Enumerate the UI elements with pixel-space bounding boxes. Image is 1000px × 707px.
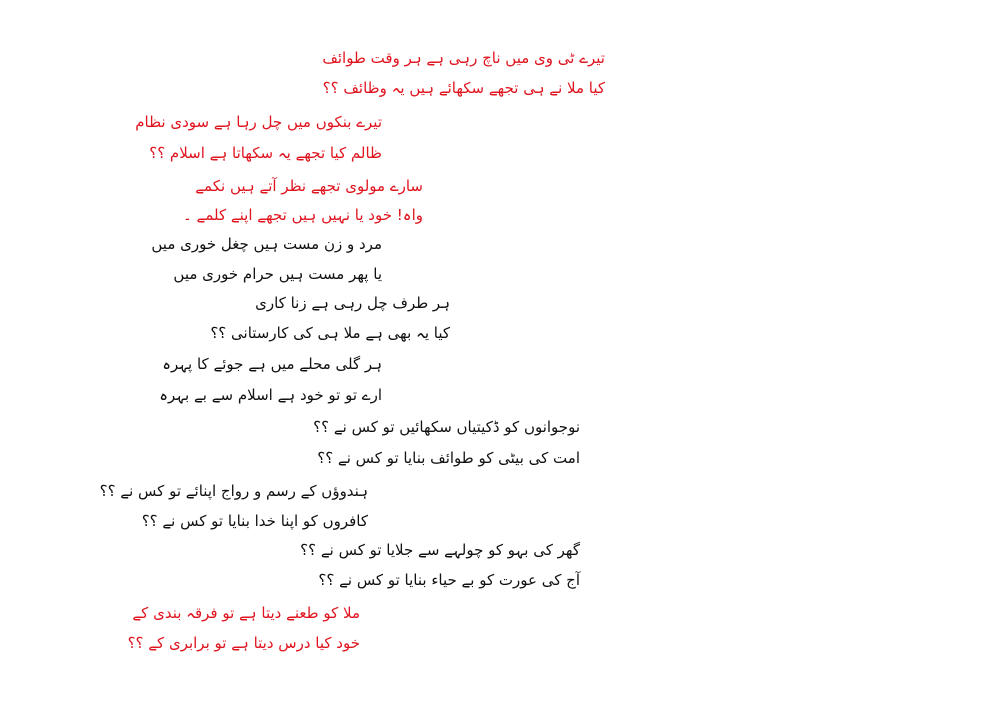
stanza-9-line-1: گھر کی بہو کو چولہے سے جلایا تو کس نے ؟؟ <box>300 541 580 559</box>
stanza-7-line-2: امت کی بیٹی کو طوائف بنایا تو کس نے ؟؟ <box>317 449 580 467</box>
stanza-5-line-2: کیا یہ بھی ہے ملا ہی کی کارستانی ؟؟ <box>210 324 450 342</box>
stanza-8-line-1: ہندوؤں کے رسم و رواج اپنائے تو کس نے ؟؟ <box>99 482 368 500</box>
stanza-10-line-2: خود کیا درس دیتا ہے تو برابری کے ؟؟ <box>127 634 360 652</box>
stanza-7-line-1: نوجوانوں کو ڈکیتیاں سکھائیں تو کس نے ؟؟ <box>313 418 580 436</box>
stanza-5-line-1: ہر طرف چل رہی ہے زنا کاری <box>255 294 450 312</box>
stanza-2-line-1: تیرے بنکوں میں چل رہا ہے سودی نظام <box>135 113 382 131</box>
stanza-3-line-2: واہ! خود یا نہیں ہیں تجھے اپنے کلمے ۔ <box>182 206 423 224</box>
stanza-3-line-1: سارے مولوی تجھے نظر آتے ہیں نکمے <box>195 177 423 195</box>
stanza-6-line-1: ہر گلی محلے میں ہے جوئے کا پہرہ <box>162 355 382 373</box>
stanza-8-line-2: کافروں کو اپنا خدا بنایا تو کس نے ؟؟ <box>141 512 368 530</box>
stanza-10-line-1: ملا کو طعنے دیتا ہے تو فرقہ بندی کے <box>132 604 360 622</box>
stanza-1-line-1: تیرے ٹی وی میں ناچ رہی ہے ہر وقت طوائف <box>322 49 605 67</box>
stanza-9-line-2: آج کی عورت کو بے حیاء بنایا تو کس نے ؟؟ <box>318 571 580 589</box>
stanza-2-line-2: ظالم کیا تجھے یہ سکھاتا ہے اسلام ؟؟ <box>149 144 382 162</box>
stanza-4-line-1: مرد و زن مست ہیں چغل خوری میں <box>151 235 382 253</box>
stanza-4-line-2: یا پھر مست ہیں حرام خوری میں <box>173 265 382 283</box>
stanza-1-line-2: کیا ملا نے ہی تجھے سکھائے ہیں یہ وظائف ؟؟ <box>322 79 605 97</box>
stanza-6-line-2: ارے تو تو خود ہے اسلام سے بے بہرہ <box>159 386 382 404</box>
